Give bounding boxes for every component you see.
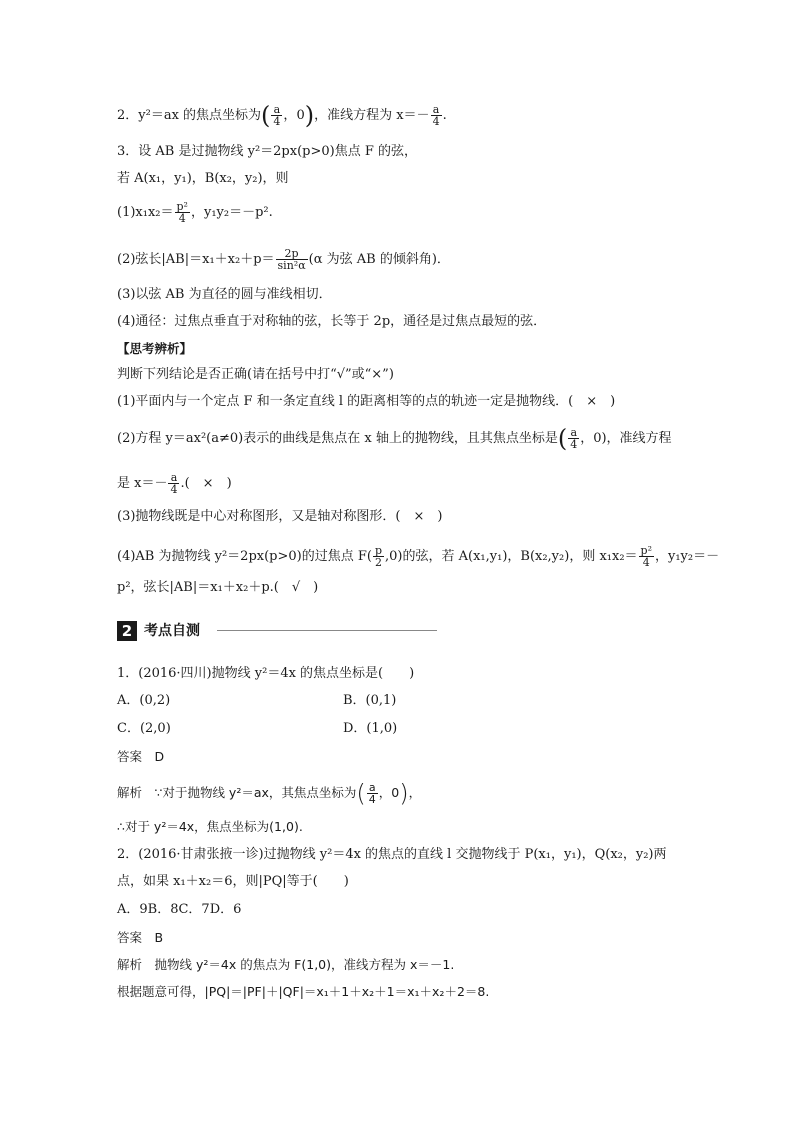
judge-item-2: (2)方程 y＝ax²(a≠0)表示的曲线是焦点在 x 轴上的抛物线，且其焦点坐标是( $\frac{a}{4}$ ，0)，准线方程 — [117, 424, 672, 453]
fraction-a-over-4: $\frac{a}{4}$ — [273, 103, 281, 128]
section-rule — [217, 630, 437, 631]
fraction-p2-over-4: $\frac{\text{p²}}{4}$ — [176, 200, 188, 225]
focus-formula-line: 2．y²＝ax 的焦点坐标为( $\frac{a}{4}$ ，0)，准线方程为 x＝－ $\frac{a}{4}$ . — [117, 101, 447, 130]
fraction-a-over-4-e: $\frac{a}{4}$ — [368, 781, 376, 806]
section-title: 考点自测 — [144, 623, 200, 639]
question-1-analysis: 解析 ∵对于抛物线 y²＝ax，其焦点坐标为( $\frac{a}{4}$ ，0)， — [117, 779, 422, 808]
judge-item-2-cont: 是 x＝－ $\frac{a}{4}$ .( × ) — [117, 471, 232, 496]
judge-item-4-cont: p²，弦长|AB|＝x₁＋x₂＋p.( √ ) — [117, 580, 319, 595]
fraction-a-over-4-c: $\frac{a}{4}$ — [570, 426, 578, 451]
question-1-option-b: B．(0,1) — [343, 693, 397, 708]
question-2-answer: 答案 B — [117, 930, 164, 945]
section-header — [117, 621, 437, 641]
question-1-answer: 答案 D — [117, 749, 165, 764]
item-3-heading: 3．设 AB 是过抛物线 y²＝2px(p>0)焦点 F 的弦， — [117, 144, 418, 159]
property-1-line: (1)x₁x₂＝ $\frac{\text{p²}}{4}$ ，y₁y₂＝－p². — [117, 200, 273, 225]
question-2-analysis-2: 根据题意可得，|PQ|＝|PF|＋|QF|＝x₁＋1＋x₂＋1＝x₁＋x₂＋2＝8. — [117, 984, 490, 999]
item-3-condition: 若 A(x₁，y₁)，B(x₂，y₂)，则 — [117, 171, 289, 186]
judge-item-4: (4)AB 为抛物线 y²＝2px(p>0)的过焦点 F( $\frac{p}{2}$ ,0)的弦，若 A(x₁,y₁)，B(x₂,y₂)，则 x₁x₂＝ $\frac{\text{p²}}{4}$ ，y₁y₂＝－ — [117, 544, 720, 569]
section-number: 2 — [117, 621, 137, 641]
question-1-analysis-2: ∴对于 y²＝4x，焦点坐标为(1,0). — [117, 819, 303, 834]
question-1-stem: 1．(2016·四川)抛物线 y²＝4x 的焦点坐标是( ) — [117, 666, 415, 681]
question-2-analysis-1: 解析 抛物线 y²＝4x 的焦点为 F(1,0)，准线方程为 x＝－1. — [117, 957, 455, 972]
fraction-2p-over-sin2a: $\frac{2p}{\text{sin²α}}$ — [277, 247, 306, 272]
judge-item-3: (3)抛物线既是中心对称图形，又是轴对称图形．( × ) — [117, 509, 443, 524]
focus-formula-text: 2．y²＝ax 的焦点坐标为 — [117, 108, 262, 123]
question-1-option-a: A．(0,2) — [117, 693, 171, 708]
fraction-a-over-4-b: $\frac{a}{4}$ — [432, 103, 440, 128]
judge-instruction: 判断下列结论是否正确(请在括号中打“√”或“×”) — [117, 367, 394, 382]
directrix-formula-text: ，准线方程为 x＝－ — [314, 108, 430, 123]
property-2-line: (2)弦长|AB|＝x₁＋x₂＋p＝ $\frac{2p}{\text{sin²α}}$ (α 为弦 AB 的倾斜角)． — [117, 247, 450, 272]
question-1-option-d: D．(1,0) — [343, 721, 398, 736]
question-2-options: A．9B．8C．7D．6 — [117, 902, 242, 917]
judge-item-1: (1)平面内与一个定点 F 和一条定直线 l 的距离相等的点的轨迹一定是抛物线．( × ) — [117, 394, 616, 409]
property-4-line: (4)通径：过焦点垂直于对称轴的弦，长等于 2p，通径是过焦点最短的弦． — [117, 314, 547, 329]
question-2-stem-2: 点，如果 x₁＋x₂＝6，则|PQ|等于( ) — [117, 874, 349, 889]
fraction-p-over-2: $\frac{p}{2}$ — [374, 544, 383, 569]
question-2-stem-1: 2．(2016·甘肃张掖一诊)过抛物线 y²＝4x 的焦点的直线 l 交抛物线于 P(x₁，y₁)，Q(x₂，y₂)两 — [117, 847, 667, 862]
property-3-line: (3)以弦 AB 为直径的圆与准线相切． — [117, 287, 332, 302]
fraction-a-over-4-d: $\frac{a}{4}$ — [170, 471, 178, 496]
thinking-analysis-heading: 【思考辨析】 — [117, 341, 193, 356]
fraction-p2-over-4-b: $\frac{\text{p²}}{4}$ — [640, 544, 652, 569]
question-1-option-c: C．(2,0) — [117, 721, 171, 736]
